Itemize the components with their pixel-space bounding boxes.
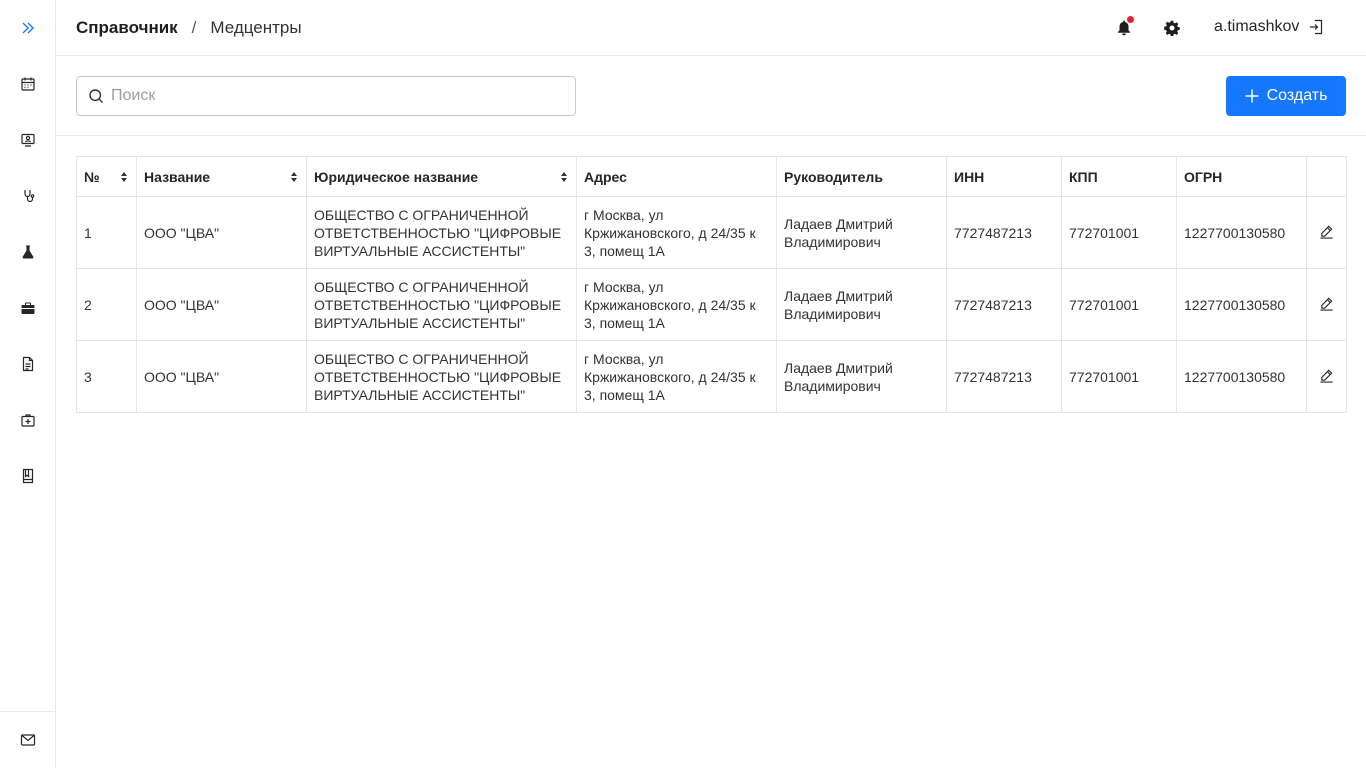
breadcrumb <box>76 18 302 38</box>
pencil-icon <box>1319 368 1334 383</box>
breadcrumb-current: Медцентры <box>210 18 302 37</box>
toolbar <box>56 56 1366 136</box>
column-header-name[interactable]: Название <box>137 157 307 197</box>
create-button[interactable] <box>1226 76 1346 116</box>
expand-sidebar-button[interactable] <box>0 16 56 40</box>
cell-director: Ладаев Дмитрий Владимирович <box>777 341 947 413</box>
edit-button[interactable] <box>1318 294 1336 312</box>
cell-legal-name: ОБЩЕСТВО С ОГРАНИЧЕННОЙ ОТВЕТСТВЕННОСТЬЮ "ЦИФРОВЫЕ ВИРТУАЛЬНЫЕ АССИСТЕНТЫ" <box>307 197 577 269</box>
book-icon <box>20 468 36 484</box>
cell-address: г Москва, ул Кржижановского, д 24/35 к 3, помещ 1А <box>577 197 777 269</box>
cell-kpp: 772701001 <box>1062 341 1177 413</box>
cell-actions <box>1307 269 1347 341</box>
settings-button[interactable] <box>1162 18 1182 38</box>
cell-inn: 7727487213 <box>947 341 1062 413</box>
briefcase-icon <box>20 300 36 316</box>
monitor-user-icon <box>20 132 36 148</box>
sidebar-item-lab[interactable] <box>0 240 56 264</box>
sidebar-item-patients[interactable] <box>0 128 56 152</box>
column-header-address: Адрес <box>577 157 777 197</box>
cell-number: 2 <box>77 269 137 341</box>
cell-legal-name: ОБЩЕСТВО С ОГРАНИЧЕННОЙ ОТВЕТСТВЕННОСТЬЮ "ЦИФРОВЫЕ ВИРТУАЛЬНЫЕ АССИСТЕНТЫ" <box>307 341 577 413</box>
notification-badge <box>1127 16 1134 23</box>
sort-icon[interactable] <box>291 172 297 182</box>
column-header-number[interactable]: № <box>77 157 137 197</box>
column-header-kpp: КПП <box>1062 157 1177 197</box>
sidebar-item-calendar[interactable] <box>0 72 56 96</box>
notifications-button[interactable] <box>1114 18 1134 38</box>
cell-ogrn: 1227700130580 <box>1177 197 1307 269</box>
cell-ogrn: 1227700130580 <box>1177 269 1307 341</box>
cell-inn: 7727487213 <box>947 197 1062 269</box>
table-row[interactable] <box>77 341 1347 413</box>
gear-icon <box>1164 20 1180 36</box>
breadcrumb-separator: / <box>191 18 197 37</box>
cell-kpp: 772701001 <box>1062 197 1177 269</box>
cell-number: 3 <box>77 341 137 413</box>
table-row[interactable] <box>77 197 1347 269</box>
cell-name: ООО "ЦВА" <box>137 269 307 341</box>
cell-actions <box>1307 197 1347 269</box>
sidebar-item-doctors[interactable] <box>0 184 56 208</box>
sidebar <box>0 0 56 768</box>
pencil-icon <box>1319 224 1334 239</box>
search-icon <box>88 88 104 104</box>
sidebar-divider <box>0 711 56 712</box>
cell-inn: 7727487213 <box>947 269 1062 341</box>
expand-chevrons-icon <box>20 20 36 36</box>
column-header-actions <box>1307 157 1347 197</box>
stethoscope-icon <box>20 188 36 204</box>
cell-ogrn: 1227700130580 <box>1177 341 1307 413</box>
breadcrumb-root-link[interactable]: Справочник <box>76 18 178 37</box>
pencil-icon <box>1319 296 1334 311</box>
calendar-icon <box>20 76 36 92</box>
sidebar-item-documents[interactable] <box>0 352 56 376</box>
table-header-row <box>77 157 1347 197</box>
cell-name: ООО "ЦВА" <box>137 341 307 413</box>
cell-director: Ладаев Дмитрий Владимирович <box>777 197 947 269</box>
search-box[interactable] <box>76 76 576 116</box>
sort-icon[interactable] <box>121 172 127 182</box>
edit-button[interactable] <box>1318 222 1336 240</box>
cell-number: 1 <box>77 197 137 269</box>
cell-kpp: 772701001 <box>1062 269 1177 341</box>
sidebar-item-directory[interactable] <box>0 464 56 488</box>
sort-icon[interactable] <box>561 172 567 182</box>
column-header-director: Руководитель <box>777 157 947 197</box>
cell-address: г Москва, ул Кржижановского, д 24/35 к 3, помещ 1А <box>577 341 777 413</box>
top-header <box>56 0 1366 56</box>
cell-actions <box>1307 341 1347 413</box>
cell-legal-name: ОБЩЕСТВО С ОГРАНИЧЕННОЙ ОТВЕТСТВЕННОСТЬЮ "ЦИФРОВЫЕ ВИРТУАЛЬНЫЕ АССИСТЕНТЫ" <box>307 269 577 341</box>
search-input[interactable] <box>111 87 551 105</box>
plus-icon <box>1245 89 1259 103</box>
column-header-ogrn: ОГРН <box>1177 157 1307 197</box>
cell-director: Ладаев Дмитрий Владимирович <box>777 269 947 341</box>
mail-icon <box>20 732 36 748</box>
username: a.timashkov <box>1214 18 1300 35</box>
sidebar-item-messages[interactable] <box>0 728 56 752</box>
sidebar-item-services[interactable] <box>0 296 56 320</box>
medcenters-table <box>76 156 1347 413</box>
user-menu[interactable] <box>1214 18 1324 36</box>
sidebar-item-medcenters[interactable] <box>0 408 56 432</box>
flask-icon <box>20 244 36 260</box>
column-header-legal-name[interactable]: Юридическое название <box>307 157 577 197</box>
document-icon <box>20 356 36 372</box>
cell-name: ООО "ЦВА" <box>137 197 307 269</box>
medical-case-icon <box>20 412 36 428</box>
medcenters-table-container <box>76 156 1346 413</box>
edit-button[interactable] <box>1318 366 1336 384</box>
cell-address: г Москва, ул Кржижановского, д 24/35 к 3, помещ 1А <box>577 269 777 341</box>
create-button-label: Создать <box>1266 87 1328 104</box>
column-header-inn: ИНН <box>947 157 1062 197</box>
table-row[interactable] <box>77 269 1347 341</box>
logout-icon[interactable] <box>1308 19 1324 35</box>
